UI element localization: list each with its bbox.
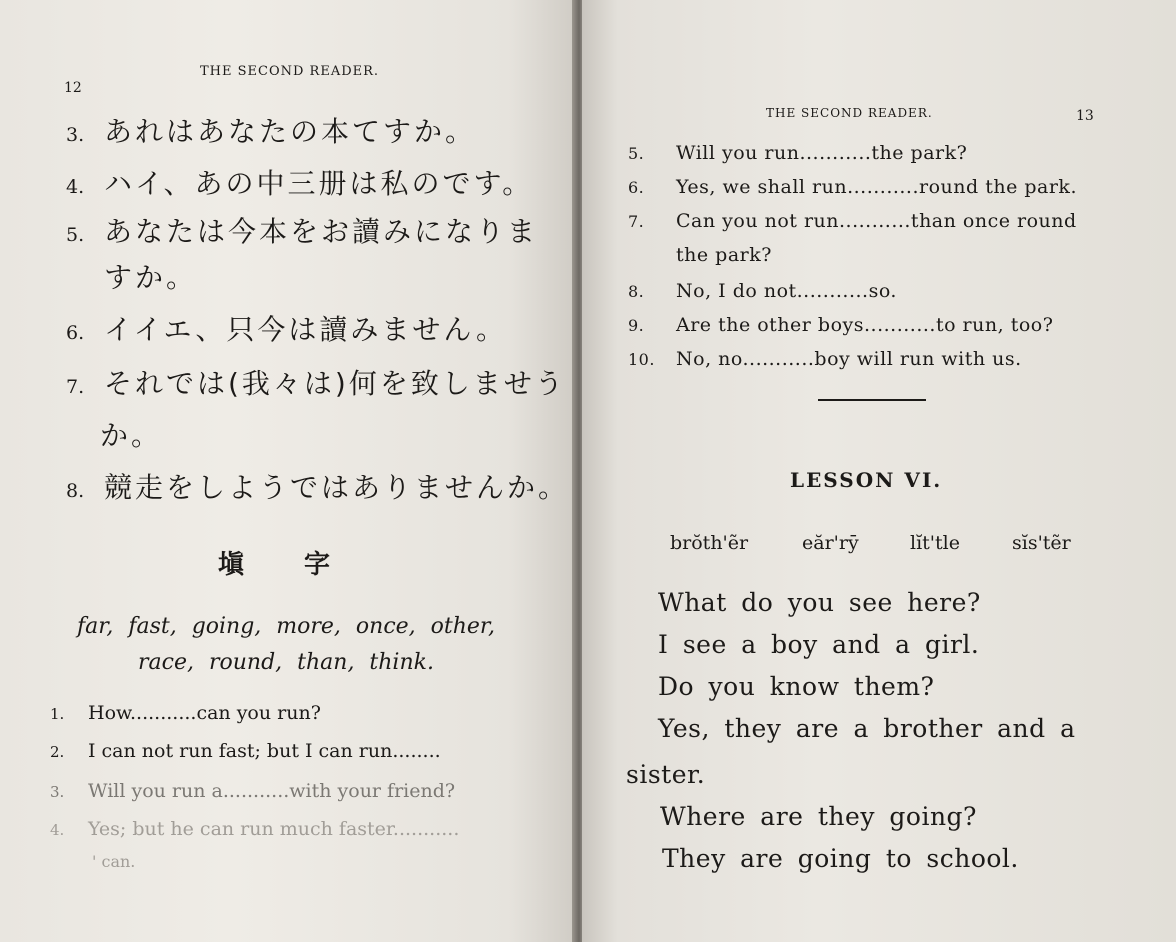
exercise-item: 6. Yes, we shall run...........round the park. [628,176,1077,198]
story-line: I see a boy and a girl. [658,630,980,659]
fill-in-title: 塡字 [218,550,391,580]
lesson-title: LESSON VI. [790,468,943,492]
exercise-item: 4. Yes; but he can run much faster........... [50,818,460,840]
story-line: What do you see here? [658,588,981,617]
exercise-item: 3. Will you run a...........with your friend? [50,780,456,802]
japanese-item: 6. イイエ、只今は讀みません。 [66,313,508,346]
japanese-item: 4. ハイ、あの中三册は私のです。 [66,167,534,200]
japanese-item-continuation: か。 [100,419,163,452]
running-header-right: THE SECOND READER. [766,106,933,120]
section-divider [818,399,926,401]
vocab-word: brŏth'ẽr [670,532,749,554]
story-line: Where are they going? [660,802,977,831]
exercise-item: 7. Can you not run...........than once round [628,210,1077,232]
word-list-line: race, round, than, think. [138,650,434,675]
page-number-right: 13 [1076,108,1094,124]
exercise-item: 10. No, no...........boy will run with us. [628,348,1022,370]
exercise-item: 5. Will you run...........the park? [628,142,968,164]
vocab-word: lĭt'tle [910,532,960,554]
japanese-item: 3. あれはあなたの本てすか。 [66,115,477,148]
page-number-left: 12 [64,80,82,96]
exercise-continuation: ' can. [92,852,136,871]
exercise-item: 1. How...........can you run? [50,702,321,724]
japanese-item: 5. あなたは今本をお讀みになりま [66,215,539,248]
exercise-item: 2. I can not run fast; but I can run........ [50,740,441,762]
vocab-word: sĭs'tẽr [1012,532,1071,554]
japanese-item: 8. 競走をしようではありませんか。 [66,471,570,504]
story-line: They are going to school. [662,844,1019,873]
story-line: Do you know them? [658,672,935,701]
story-line: Yes, they are a brother and a [658,714,1076,743]
exercise-continuation: the park? [676,244,772,266]
exercise-item: 8. No, I do not...........so. [628,280,897,302]
exercise-item: 9. Are the other boys...........to run, too? [628,314,1054,336]
story-line: sister. [626,760,706,789]
left-page [0,0,578,942]
japanese-item: 7. それでは(我々は)何を致しませう [66,367,566,400]
running-header-left: THE SECOND READER. [200,64,380,79]
vocab-word: eăr'rȳ [802,532,859,554]
word-list-line: far, fast, going, more, once, other, [76,614,496,639]
japanese-item-continuation: すか。 [104,261,198,294]
